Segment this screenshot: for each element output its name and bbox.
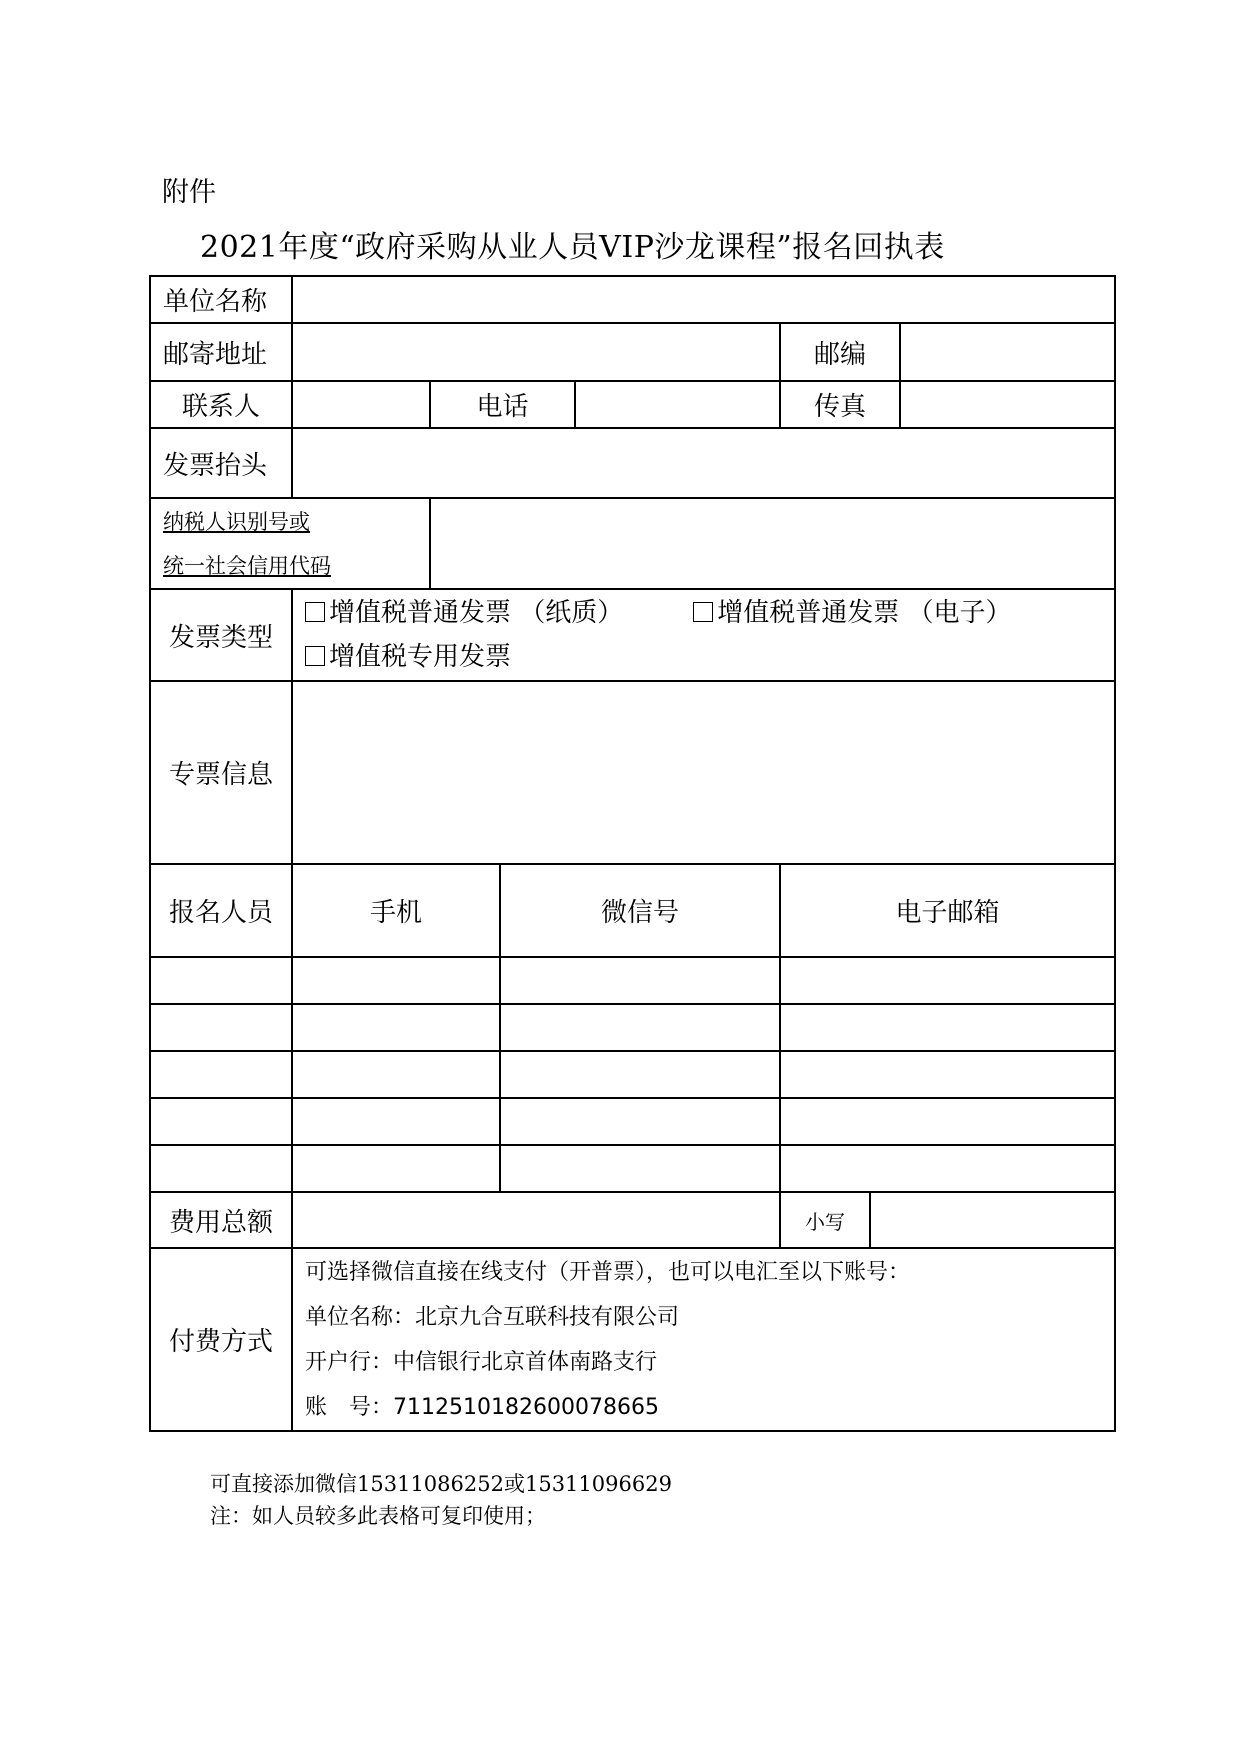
wechat-column-header: 微信号 <box>500 864 780 957</box>
payee-bank: 开户行：中信银行北京首体南路支行 <box>305 1349 658 1375</box>
invoice-title-field[interactable] <box>292 428 1115 498</box>
payment-method-label: 付费方式 <box>150 1248 292 1431</box>
attendee-mobile-field[interactable] <box>292 1051 500 1098</box>
postcode-field[interactable] <box>900 323 1115 381</box>
attendee-email-field[interactable] <box>780 957 1115 1004</box>
attendee-row <box>150 1098 1115 1145</box>
form-title: 2021年度“政府采购从业人员VIP沙龙课程”报名回执表 <box>200 230 945 265</box>
payee-account: 账 号：7112510182600078665 <box>305 1394 659 1420</box>
attendee-name-field[interactable] <box>150 1004 292 1051</box>
tax-id-field[interactable] <box>430 498 1115 589</box>
postcode-label: 邮编 <box>780 323 900 381</box>
invoice-option-paper[interactable] <box>305 591 623 635</box>
invoice-option-label: 增值税普通发票 （纸质） <box>329 598 624 628</box>
lowercase-amount-field[interactable] <box>870 1192 1115 1248</box>
attendee-name-field[interactable] <box>150 957 292 1004</box>
address-field[interactable] <box>292 323 780 381</box>
attendee-row <box>150 1051 1115 1098</box>
invoice-option-special[interactable] <box>305 635 1114 679</box>
checkbox-icon[interactable] <box>305 602 325 622</box>
contact-label: 联系人 <box>150 381 292 428</box>
attendee-name-field[interactable] <box>150 1051 292 1098</box>
attendee-row <box>150 1004 1115 1051</box>
attendee-mobile-field[interactable] <box>292 1098 500 1145</box>
attendee-wechat-field[interactable] <box>500 1004 780 1051</box>
registration-form-table <box>149 275 1116 1432</box>
payment-details <box>292 1248 1115 1431</box>
attendee-name-field[interactable] <box>150 1098 292 1145</box>
attendee-wechat-field[interactable] <box>500 1051 780 1098</box>
payee-name: 单位名称：北京九合互联科技有限公司 <box>305 1304 680 1330</box>
checkbox-icon[interactable] <box>693 602 713 622</box>
attendee-email-field[interactable] <box>780 1051 1115 1098</box>
tax-id-label <box>150 498 430 589</box>
tax-id-label-line1: 纳税人识别号或 <box>163 509 310 534</box>
attendee-email-field[interactable] <box>780 1098 1115 1145</box>
attendee-name-field[interactable] <box>150 1145 292 1192</box>
attendee-wechat-field[interactable] <box>500 1145 780 1192</box>
unit-name-field[interactable] <box>292 276 1115 323</box>
invoice-option-label: 增值税专用发票 <box>329 642 512 672</box>
fax-label: 传真 <box>780 381 900 428</box>
unit-name-label: 单位名称 <box>150 276 292 323</box>
lowercase-label: 小写 <box>780 1192 870 1248</box>
invoice-option-label: 增值税普通发票 （电子） <box>717 598 1012 628</box>
special-invoice-field[interactable] <box>292 681 1115 864</box>
attendee-wechat-field[interactable] <box>500 957 780 1004</box>
total-fee-label: 费用总额 <box>150 1192 292 1248</box>
attendee-row <box>150 957 1115 1004</box>
total-fee-field[interactable] <box>292 1192 780 1248</box>
fax-field[interactable] <box>900 381 1115 428</box>
phone-label: 电话 <box>430 381 575 428</box>
attendee-mobile-field[interactable] <box>292 1004 500 1051</box>
invoice-type-options <box>292 589 1115 681</box>
tax-id-label-line2: 统一社会信用代码 <box>163 553 331 578</box>
mobile-column-header: 手机 <box>292 864 500 957</box>
address-label: 邮寄地址 <box>150 323 292 381</box>
contact-field[interactable] <box>292 381 430 428</box>
attendee-mobile-field[interactable] <box>292 1145 500 1192</box>
email-column-header: 电子邮箱 <box>780 864 1115 957</box>
attendees-label: 报名人员 <box>150 864 292 957</box>
special-invoice-label: 专票信息 <box>150 681 292 864</box>
phone-field[interactable] <box>575 381 780 428</box>
payment-note: 可选择微信直接在线支付（开普票），也可以电汇至以下账号： <box>305 1259 911 1285</box>
attendee-row <box>150 1145 1115 1192</box>
attendee-email-field[interactable] <box>780 1145 1115 1192</box>
attendee-email-field[interactable] <box>780 1004 1115 1051</box>
invoice-option-electronic[interactable] <box>693 591 1011 635</box>
checkbox-icon[interactable] <box>305 646 325 666</box>
copy-note: 注：如人员较多此表格可复印使用； <box>210 1504 546 1528</box>
wechat-contact-note: 可直接添加微信15311086252或15311096629 <box>210 1472 672 1496</box>
invoice-title-label: 发票抬头 <box>150 428 292 498</box>
attachment-label: 附件 <box>162 177 216 208</box>
attendee-mobile-field[interactable] <box>292 957 500 1004</box>
attendee-wechat-field[interactable] <box>500 1098 780 1145</box>
invoice-type-label: 发票类型 <box>150 589 292 681</box>
